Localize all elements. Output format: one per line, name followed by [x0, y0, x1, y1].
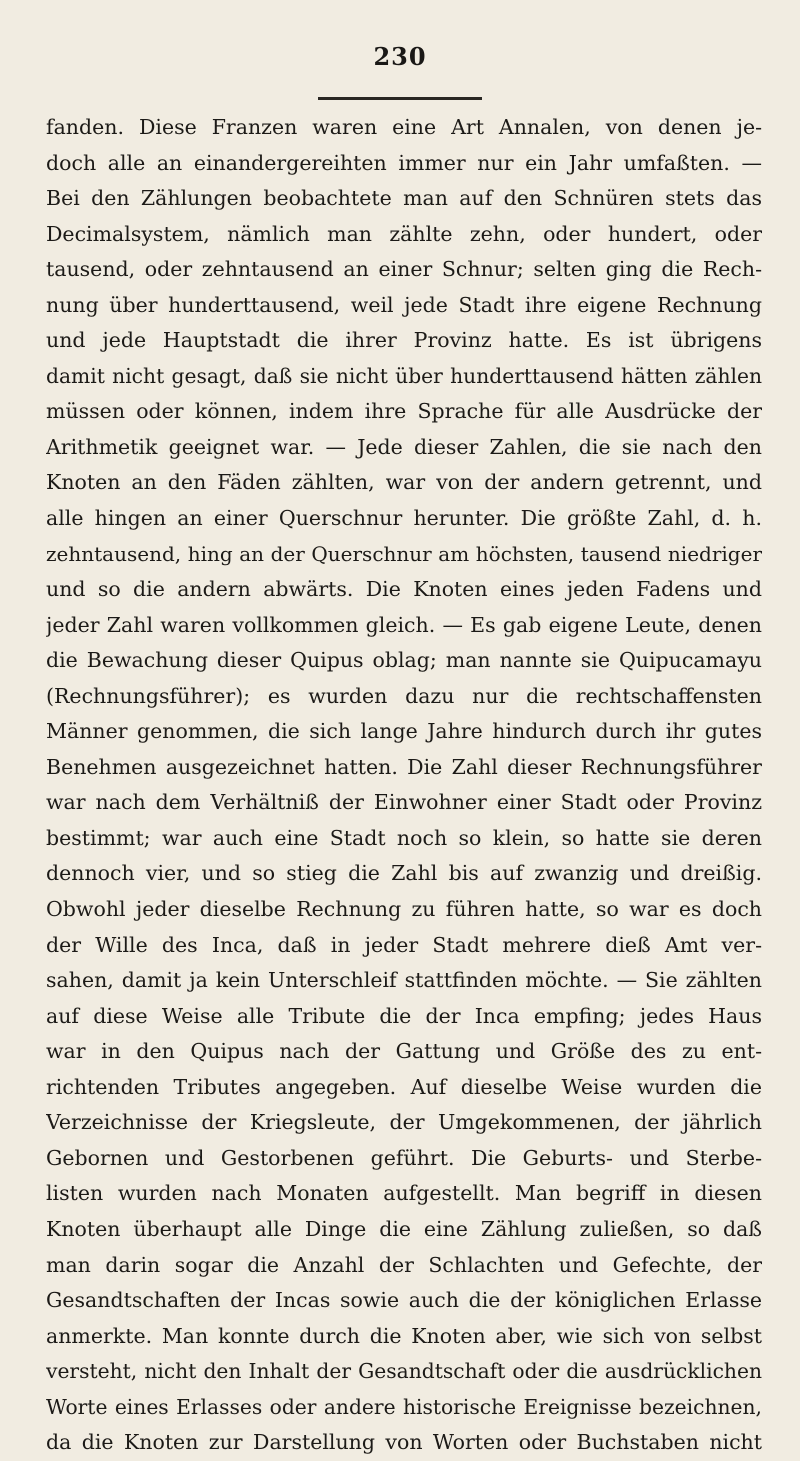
text-line: listen wurden nach Monaten aufgestellt. Man begriff in diesen — [46, 1181, 762, 1206]
text-line: Obwohl jeder dieselbe Rechnung zu führen hatte, so war es doch — [46, 897, 762, 922]
text-line: war in den Quipus nach der Gattung und Größe des zu ent- — [46, 1039, 762, 1064]
text-line: und jede Hauptstadt die ihrer Provinz hatte. Es ist übrigens — [46, 328, 762, 353]
text-line: Männer genommen, die sich lange Jahre hindurch durch ihr gutes — [46, 719, 762, 744]
text-line: sahen, damit ja kein Unterschleif stattfinden möchte. — Sie zählten — [46, 968, 762, 993]
text-line: fanden. Diese Franzen waren eine Art Annalen, von denen je- — [46, 115, 762, 139]
text-line: richtenden Tributes angegeben. Auf dieselbe Weise wurden die — [46, 1074, 762, 1099]
text-line: müssen oder können, indem ihre Sprache für alle Ausdrücke der — [46, 399, 762, 424]
text-line: jeder Zahl waren vollkommen gleich. — Es gab eigene Leute, denen — [46, 612, 762, 637]
text-line: damit nicht gesagt, daß sie nicht über hunderttausend hätten zählen — [46, 363, 762, 388]
text-line: auf diese Weise alle Tribute die der Inca empfing; jedes Haus — [46, 1003, 762, 1028]
text-line: bestimmt; war auch eine Stadt noch so klein, so hatte sie deren — [46, 825, 762, 850]
text-line: Verzeichnisse der Kriegsleute, der Umgekommenen, der jährlich — [46, 1110, 762, 1135]
header-rule — [318, 97, 482, 100]
text-line: Bei den Zählungen beobachtete man auf den Schnüren stets das — [46, 186, 762, 211]
text-line: Gebornen und Gestorbenen geführt. Die Geburts- und Sterbe- — [46, 1145, 762, 1170]
text-line: der Wille des Inca, daß in jeder Stadt mehrere dieß Amt ver- — [46, 932, 762, 957]
page-header — [0, 42, 800, 71]
text-line: Knoten an den Fäden zählten, war von der andern getrennt, und — [46, 470, 762, 495]
text-line: war nach dem Verhältniß der Einwohner einer Stadt oder Provinz — [46, 790, 762, 815]
text-line: da die Knoten zur Darstellung von Worten oder Buchstaben nicht — [46, 1430, 762, 1455]
page-number: 230 — [373, 42, 427, 71]
text-line: (Rechnungsführer); es wurden dazu nur die rechtschaffensten — [46, 683, 762, 708]
text-line: Decimalsystem, nämlich man zählte zehn, oder hundert, oder — [46, 221, 762, 246]
text-line: tausend, oder zehntausend an einer Schnur; selten ging die Rech- — [46, 257, 762, 282]
text-line: Knoten überhaupt alle Dinge die eine Zählung zuließen, so daß — [46, 1216, 762, 1241]
text-line: nung über hunderttausend, weil jede Stadt ihre eigene Rechnung — [46, 292, 762, 317]
body-text — [46, 110, 762, 1461]
text-line: Worte eines Erlasses oder andere historische Ereignisse bezeichnen, — [46, 1394, 762, 1419]
text-line: Gesandtschaften der Incas sowie auch die der königlichen Erlasse — [46, 1288, 762, 1313]
text-line: anmerkte. Man konnte durch die Knoten aber, wie sich von selbst — [46, 1323, 762, 1348]
text-line: dennoch vier, und so stieg die Zahl bis auf zwanzig und dreißig. — [46, 861, 762, 886]
text-line: Arithmetik geeignet war. — Jede dieser Zahlen, die sie nach den — [46, 434, 762, 459]
text-line: alle hingen an einer Querschnur herunter. Die größte Zahl, d. h. — [46, 506, 762, 531]
text-line: und so die andern abwärts. Die Knoten eines jeden Fadens und — [46, 577, 762, 602]
text-line: die Bewachung dieser Quipus oblag; man nannte sie Quipucamayu — [46, 648, 762, 673]
text-line: man darin sogar die Anzahl der Schlachten und Gefechte, der — [46, 1252, 762, 1277]
text-line: zehntausend, hing an der Querschnur am höchsten, tausend niedriger — [46, 541, 762, 566]
text-line: doch alle an einandergereihten immer nur ein Jahr umfaßten. — — [46, 150, 762, 175]
text-line: versteht, nicht den Inhalt der Gesandtschaft oder die ausdrücklichen — [46, 1359, 762, 1384]
text-line: Benehmen ausgezeichnet hatten. Die Zahl dieser Rechnungsführer — [46, 754, 762, 779]
